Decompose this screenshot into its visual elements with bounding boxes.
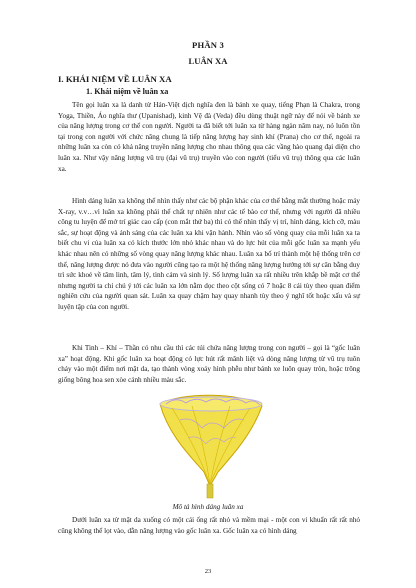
chakra-funnel-illustration: [152, 394, 270, 502]
funnel-rim: [160, 397, 262, 411]
paragraph-2: Hình dáng luân xa không thể nhìn thấy như các bộ phận khác của cơ thể bằng mắt thường hoặc máy X-ray, v.v…vì luân xa không phải thể chất tự nhiên như các tế bào cơ thể, nhưng với người đã nhiều công tu luyện để mở trí giác cao cấp (con mắt thứ ba) thì có thể nhìn thấy vị trí, hình dáng, kích cỡ, màu sắc, sự hoạt động và ánh sáng của các luân xa khi vận hành. Nhìn vào số vòng quay của mỗi luân xa ta biết chu vi của luân xa có kích thước lớn nhỏ khác nhau và do lực hút của mỗi gốc luân xa mạnh yếu khác nhau nên có những số vòng quay năng lượng khác nhau. Luân xa bố trí thành một hệ thống trên cơ thể, năng lượng được nó đưa vào người cũng tạo ra một hệ thống năng lượng hướng tới sự cân bằng duy trì sức khoẻ về tâm linh, tâm lý, tình cảm và sinh lý. Số lượng luân xa rất nhiều trên khắp bề mặt cơ thể nhưng người ta chỉ chú ý tới các luân xa lớn nằm dọc theo cột sống có 7 hoặc 8 cái tùy theo quan điểm nghiên cứu của người quan sát. Luân xa quay chậm hay quay nhanh tùy theo ý nghĩ tốt hoặc xấu và sự luyện tập của con người.: [58, 197, 360, 311]
part-label: PHẦN 3: [192, 40, 224, 50]
paragraph-1: Tên gọi luân xa là danh từ Hán-Việt dịch nghĩa đen là bánh xe quay, tiếng Phạn là Chakra, trong Yoga, Thiền, Áo nghĩa thư (Upanishad), kinh Vệ đà (Veda) đều dùng thuật ngữ này để nói về bánh xe của năng lượng trong cơ thể con người. Người ta đã biết tới luân xa từ hàng ngàn năm nay, nó luôn tồn tại trong con người với chức năng chung là tiếp năng lượng hay sinh khí (Prana) cho cơ thể, ngoài ra những luân xa còn có khả năng truyền năng lượng cho nhau thông qua các vầng hào quang đại diện cho luân xa. Như vậy năng lượng vũ trụ (đại vũ trụ) truyền vào con người (tiểu vũ trụ) thông qua các luân xa.: [58, 101, 360, 173]
paragraph-3: Khi Tinh – Khí – Thần có nhu cầu thì các túi chứa năng lượng trong con người – gọi là “gốc luân xa” hoạt động. Khi gốc luân xa hoạt động có lực hút rất mãnh liệt và dòng năng lượng từ vũ trụ tuôn chảy vào một điểm nơi mặt da, tạo thành vòng xoáy hình phễu như bánh xe luôn quay tròn, hoặc trông giống bông hoa sen xòe cánh nhiều màu sắc.: [58, 344, 360, 384]
funnel-stem: [207, 484, 213, 498]
section-heading: I. KHÁI NIỆM VỀ LUÂN XA: [58, 74, 172, 84]
page-title: LUÂN XA: [188, 56, 228, 66]
paragraph-4: Dưới luân xa từ mặt da xuống có một cái ống rất nhỏ và mềm mại - một con vi khuẩn rất rất nhỏ cũng không thể lọt vào, dẫn năng lượng vào gốc luân xa. Gốc luân xa có hình dáng: [58, 516, 360, 535]
subsection-heading: 1. Khái niệm về luân xa: [86, 87, 169, 96]
figure-caption: Mô tả hình dáng luân xa: [172, 503, 244, 511]
chakra-figure-svg: [152, 394, 270, 502]
page-number: 23: [204, 568, 212, 575]
